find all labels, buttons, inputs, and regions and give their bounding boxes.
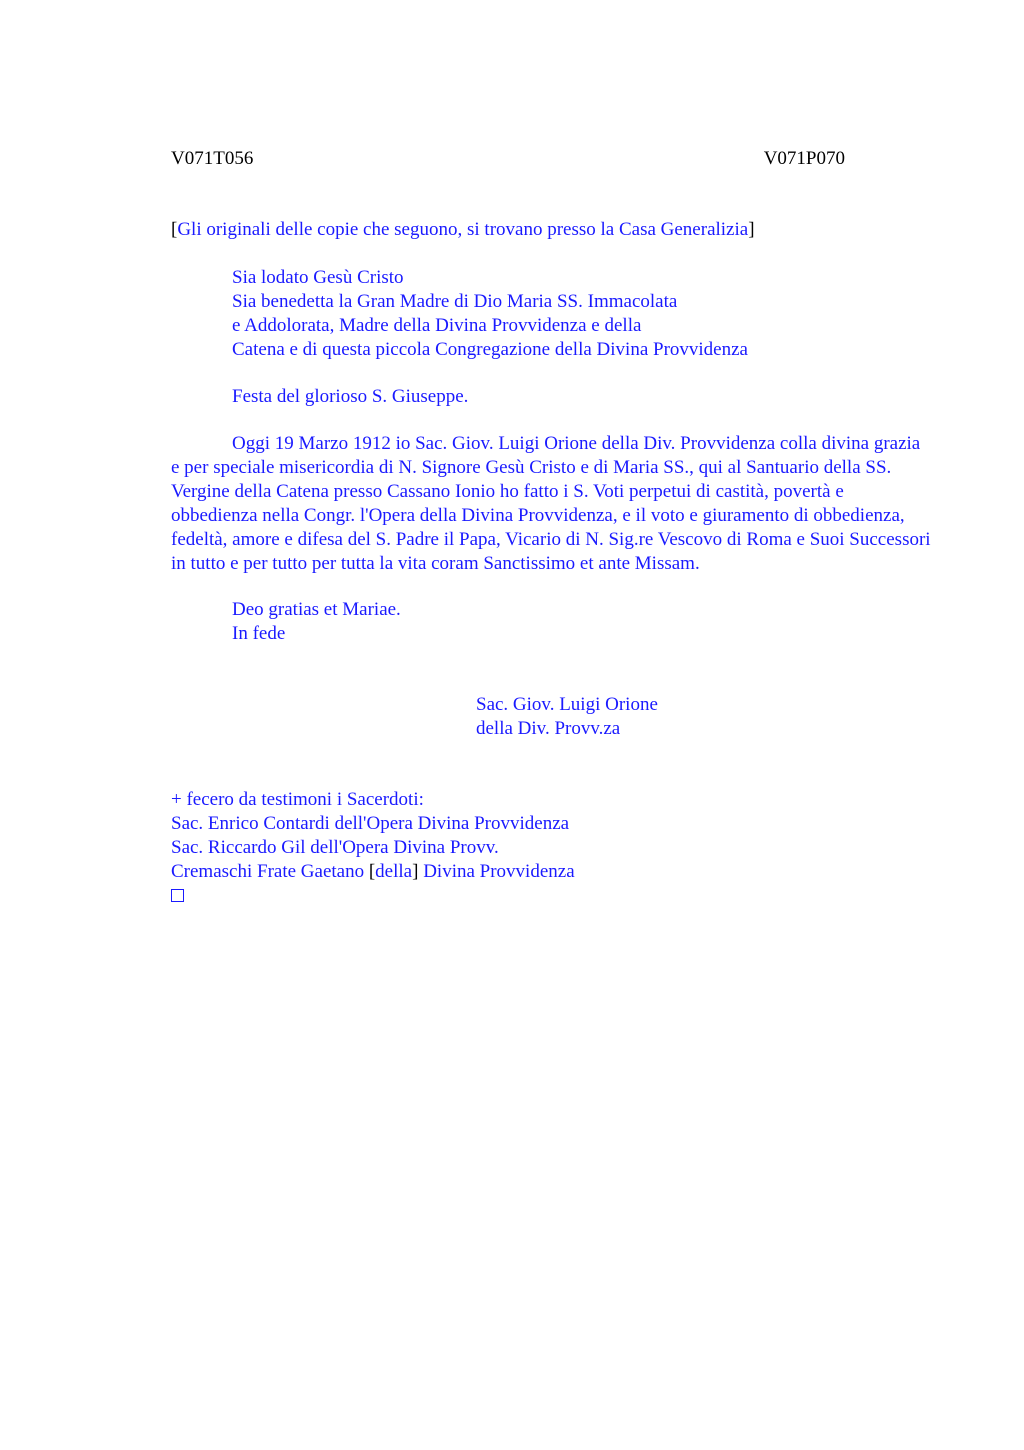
invocation-line: e Addolorata, Madre della Divina Provvidenza e della (232, 315, 642, 336)
witness-line: Sac. Riccardo Gil dell'Opera Divina Provv. (171, 837, 499, 858)
bracket-close: ] (412, 861, 419, 882)
bracket-open: [ (368, 861, 376, 882)
signature-block (476, 693, 658, 741)
closing-line: In fede (232, 623, 286, 644)
right-reference-code: V071P070 (763, 148, 845, 169)
left-reference-code: V071T056 (171, 148, 254, 169)
witness-line (171, 860, 575, 884)
bracket-word: della (375, 861, 413, 882)
editorial-note (171, 218, 755, 242)
signature-title: della Div. Provv.za (476, 718, 621, 739)
end-marker-row (171, 884, 575, 909)
note-text: Gli originali delle copie che seguono, si trovano presso la Casa Generalizia (177, 219, 749, 240)
witness-name: Cremaschi Frate Gaetano (171, 861, 369, 882)
witness-line: Sac. Enrico Contardi dell'Opera Divina Provvidenza (171, 813, 570, 834)
invocation-line: Catena e di questa piccola Congregazione della Divina Provvidenza (232, 339, 748, 360)
note-open-bracket: [ (171, 219, 178, 240)
invocation-block (232, 266, 748, 362)
feast-line: Festa del glorioso S. Giuseppe. (232, 386, 469, 407)
signature-name: Sac. Giov. Luigi Orione (476, 694, 658, 715)
vow-paragraph: Oggi 19 Marzo 1912 io Sac. Giov. Luigi Orione della Div. Provvidenza colla divina grazia e per speciale misericordia di N. Signore Gesù Cristo e di Maria SS., qui al Santuario della SS. Vergine della Catena presso Cassano Ionio ho fatto i S. Voti perpetui di castità, povertà e obbedienza nella Congr. l'Opera della Divina Provvidenza, e il voto e giuramento di obbedienza, fedeltà, amore e difesa del S. Padre il Papa, Vicario di N. Sig.re Vescovo di Roma e Suoi Successori in tutto e per tutto per tutta la vita coram Sanctissimo et ante Missam. (171, 433, 931, 574)
closing-block (232, 598, 401, 646)
witnesses-block (171, 788, 575, 909)
witnesses-intro: + fecero da testimoni i Sacerdoti: (171, 789, 424, 810)
witness-affiliation: Divina Provvidenza (418, 861, 575, 882)
closing-line: Deo gratias et Mariae. (232, 599, 401, 620)
invocation-line: Sia lodato Gesù Cristo (232, 267, 404, 288)
invocation-line: Sia benedetta la Gran Madre di Dio Maria SS. Immacolata (232, 291, 678, 312)
square-outline-icon (171, 889, 184, 902)
note-close-bracket: ] (748, 219, 755, 240)
